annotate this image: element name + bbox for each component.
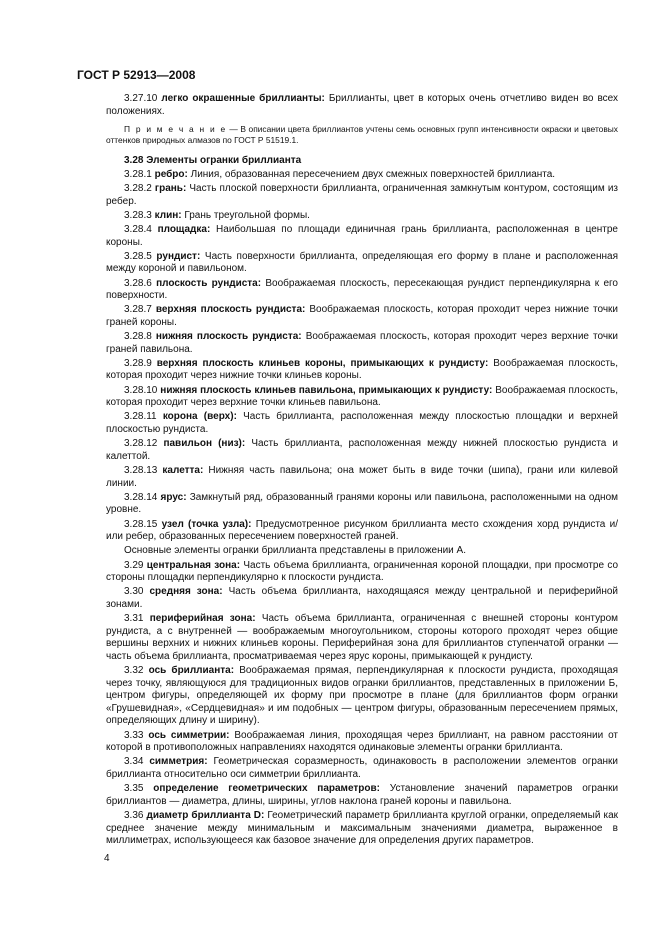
definition-paragraph: 3.32 ось бриллианта: Воображаемая прямая, перпендикулярная к плоскости рундиста, проходящая через точку, являющуюся для традиционных видов огранки бриллиантов, представленных в приложении Б, центром фигуры, определяющей их форму при просмотре в плане (для бриллиантов форм огранки «Грушевидная», «Сердцевидная» и им подобных — центром фигуры, образованным пересечением прямых, определяющих длину и ширину). — [106, 665, 619, 727]
definition-paragraph: 3.28.15 узел (точка узла): Предусмотренное рисунком бриллианта место схождения хорд рундиста и/или ребер, образованных пересечением поверхностей граней. — [106, 518, 618, 543]
definition-paragraph: 3.28.3 клин: Грань треугольной формы. — [124, 209, 310, 221]
definition-paragraph: 3.30 средняя зона: Часть объема бриллианта, находящаяся между центральной и периферийной зонами. — [106, 586, 619, 610]
definition-paragraph: 3.28.4 площадка: Наибольшая по площади единичная грань бриллианта, расположенная в центре короны. — [106, 223, 618, 248]
definition-paragraph: 3.28.7 верхняя плоскость рундиста: Воображаемая плоскость, которая проходит через нижние точки граней короны. — [106, 304, 619, 328]
page-number: 4 — [104, 853, 110, 864]
note-paragraph: П р и м е ч а н и е — В описании цвета бриллиантов учтены семь основных групп интенсивности окраски и цветовых оттенков природных алмазов по ГОСТ Р 51519.1. — [106, 124, 618, 146]
document-header: ГОСТ Р 52913—2008 — [77, 68, 196, 82]
definition-paragraph: 3.28.1 ребро: Линия, образованная пересечением двух смежных поверхностей бриллианта. — [124, 168, 556, 180]
definition-paragraph: 3.28.6 плоскость рундиста: Воображаемая плоскость, пересекающая рундист перпендикулярна к его поверхности. — [106, 277, 618, 302]
definition-paragraph: 3.34 симметрия: Геометрическая соразмерность, одинаковость в расположении элементов огранки бриллианта относительно оси симметрии бриллианта. — [106, 756, 619, 780]
definition-paragraph: 3.28.8 нижняя плоскость рундиста: Воображаемая плоскость, которая проходит через верхние точки граней павильона. — [106, 331, 619, 355]
definition-paragraph: 3.35 определение геометрических параметров: Установление значений параметров огранки бриллиантов — диаметра, длины, ширины, углов наклона граней короны и павильона. — [106, 783, 619, 807]
plain-paragraph: Основные элементы огранки бриллианта представлены в приложении А. — [124, 545, 466, 557]
definition-paragraph: 3.31 периферийная зона: Часть объема бриллианта, ограниченная с внешней стороны контуром рундиста, а с внутренней — воображаемым многоугольником, стороны которого проходят через общие вершины верхних и нижних клиньев короны. Периферийная зона для бриллиантов ступенчатой огранки — часть объема бриллианта, просматриваемая через ярус короны, примыкающей к рундисту. — [106, 613, 618, 662]
section-heading: 3.28 Элементы огранки бриллианта — [124, 154, 302, 166]
definition-paragraph: 3.28.14 ярус: Замкнутый ряд, образованный гранями короны или павильона, расположенными на одном уровне. — [106, 491, 619, 516]
definition-paragraph: 3.36 диаметр бриллианта D: Геометрический параметр бриллианта круглой огранки, определяемый как среднее значение между минимальным и максимальным значениями диаметра, выраженное в миллиметрах, использующееся как базовое значение для определения других параметров. — [106, 809, 619, 847]
definition-paragraph: 3.28.11 корона (верх): Часть бриллианта, расположенная между плоскостью площадки и верхней плоскостью рундиста. — [106, 411, 619, 435]
definition-paragraph: 3.28.13 калетта: Нижняя часть павильона; она может быть в виде точки (шипа), грани или килевой линии. — [106, 464, 618, 489]
definition-paragraph: 3.28.5 рундист: Часть поверхности бриллианта, определяющая его форму в плане и расположенная между короной и павильоном. — [106, 250, 618, 275]
definition-paragraph: 3.28.10 нижняя плоскость клиньев павильона, примыкающих к рундисту: Воображаемая плоскость, которая проходит через верхние точки клиньев павильона. — [106, 384, 618, 409]
definition-paragraph: 3.27.10 легко окрашенные бриллианты: Бриллианты, цвет в которых очень отчетливо виден во всех положениях. — [106, 93, 619, 117]
document-body — [106, 93, 618, 849]
definition-paragraph: 3.28.9 верхняя плоскость клиньев короны, примыкающих к рундисту: Воображаемая плоскость, которая проходит через нижние точки клиньев короны. — [106, 357, 618, 382]
definition-paragraph: 3.29 центральная зона: Часть объема бриллианта, ограниченная короной площадки, при просмотре со стороны площадки перпендикулярно к плоскости рундиста. — [106, 559, 619, 584]
definition-paragraph: 3.28.2 грань: Часть плоской поверхности бриллианта, ограниченная замкнутым контуром, состоящим из ребер. — [106, 182, 618, 207]
definition-paragraph: 3.28.12 павильон (низ): Часть бриллианта, расположенная между нижней плоскостью рундиста и калеттой. — [106, 438, 619, 462]
definition-paragraph: 3.33 ось симметрии: Воображаемая линия, проходящая через бриллиант, на равном расстоянии от которой в противоположных направлениях находятся одинаковые элементы огранки бриллианта. — [106, 729, 618, 754]
